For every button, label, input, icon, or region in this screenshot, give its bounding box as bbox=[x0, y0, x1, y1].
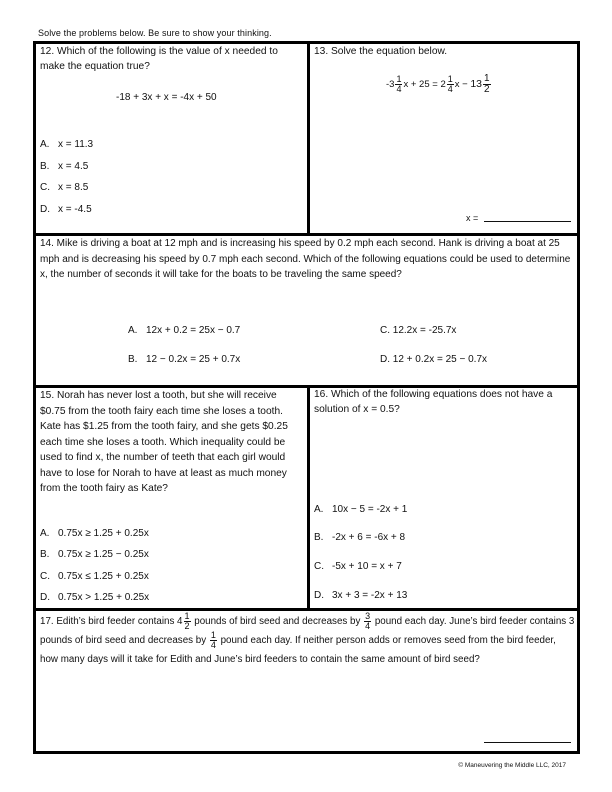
option-label: C. bbox=[380, 325, 390, 336]
option-text: 12 − 0.2x = 25 + 0.7x bbox=[146, 354, 241, 365]
option-text: 12 + 0.2x = 25 − 0.7x bbox=[392, 354, 488, 365]
option-label: B. bbox=[40, 549, 50, 560]
q12-option-b[interactable] bbox=[40, 161, 88, 172]
eq-whole: -3 bbox=[386, 79, 395, 91]
question-16-box bbox=[307, 385, 580, 611]
option-label: A. bbox=[40, 528, 50, 539]
option-label: A. bbox=[40, 139, 50, 150]
question-15-prompt: 15. Norah has never lost a tooth, but she will receive $0.75 from the tooth fairy each time she loses a tooth. Kate has $1.25 from the tooth fairy, and she gets $0.25 each time she loses a tooth. Which inequality could be used to find x, the number of teeth that each girl would have to lose for Norah to have at least as much money from the tooth fairy as Kate? bbox=[40, 390, 288, 494]
option-text: -5x + 10 = x + 7 bbox=[332, 561, 402, 572]
option-text: 10x − 5 = -2x + 1 bbox=[332, 504, 408, 515]
q15-option-a[interactable] bbox=[40, 528, 149, 539]
question-13-equation bbox=[386, 74, 492, 95]
eq-text: x − bbox=[454, 79, 471, 91]
fraction: $\frac{1}{2}$ bbox=[184, 611, 190, 631]
q13-answer-line[interactable] bbox=[484, 221, 571, 222]
option-label: D. bbox=[380, 354, 390, 365]
q15-option-b[interactable] bbox=[40, 549, 149, 560]
option-label: B. bbox=[314, 532, 324, 543]
option-label: D. bbox=[314, 590, 324, 601]
q14-option-b[interactable] bbox=[128, 354, 240, 365]
question-14-prompt: 14. Mike is driving a boat at 12 mph and is increasing his speed by 0.2 mph each second. Hank is driving a boat at 25 mph and is decreasing his speed by 0.7 mph each second. Which of the following equations could be used to determine x, the number of seconds it will take for the boats to be traveling the same speed? bbox=[40, 238, 571, 280]
option-text: -2x + 6 = -6x + 8 bbox=[332, 532, 406, 543]
option-label: B. bbox=[128, 354, 138, 365]
eq-whole: 13 bbox=[470, 78, 483, 91]
q16-option-a[interactable] bbox=[314, 504, 407, 515]
q14-option-c[interactable] bbox=[380, 325, 456, 336]
option-text: x = -4.5 bbox=[58, 204, 92, 215]
fraction: $\frac{1}{2}$ bbox=[484, 73, 490, 95]
option-label: D. bbox=[40, 592, 50, 603]
q12-option-c[interactable] bbox=[40, 182, 88, 193]
option-text: x = 8.5 bbox=[58, 182, 89, 193]
q17-text: 17. Edith’s bird feeder contains 4 bbox=[40, 616, 183, 628]
eq-whole: 2 bbox=[440, 79, 446, 91]
option-label: A. bbox=[314, 504, 324, 515]
question-12-prompt: 12. Which of the following is the value of x needed to make the equation true? bbox=[40, 46, 278, 72]
q17-text: pounds of bird seed and decreases by bbox=[191, 616, 364, 628]
q16-option-b[interactable] bbox=[314, 532, 405, 543]
option-text: 12.2x = -25.7x bbox=[392, 325, 457, 336]
question-12-equation: -18 + 3x + x = -4x + 50 bbox=[116, 92, 217, 103]
q16-option-c[interactable] bbox=[314, 561, 402, 572]
instructions: Solve the problems below. Be sure to show your thinking. bbox=[38, 28, 272, 38]
option-label: C. bbox=[314, 561, 324, 572]
option-text: 0.75x ≥ 1.25 + 0.25x bbox=[58, 528, 149, 539]
option-text: 0.75x ≤ 1.25 + 0.25x bbox=[58, 571, 149, 582]
q17-text: pound each day. June’s bird feeder contains 3 pounds of bird seed and decreases by bbox=[40, 616, 575, 647]
option-label: C. bbox=[40, 182, 50, 193]
question-13-box bbox=[307, 41, 580, 236]
fraction: $\frac{1}{4}$ bbox=[210, 630, 216, 651]
q15-option-d[interactable] bbox=[40, 592, 149, 603]
q16-option-d[interactable] bbox=[314, 590, 407, 601]
q17-text: pound each day. If neither person adds or removes seed from the bird feeder, how many days will it take for Edith and June’s bird feeders to contain the same amount of bird seed? bbox=[40, 635, 556, 666]
option-label: A. bbox=[128, 325, 138, 336]
q15-option-c[interactable] bbox=[40, 571, 149, 582]
option-label: B. bbox=[40, 161, 50, 172]
q14-option-d[interactable] bbox=[380, 354, 487, 365]
q12-option-a[interactable] bbox=[40, 139, 93, 150]
q12-option-d[interactable] bbox=[40, 204, 92, 215]
option-label: C. bbox=[40, 571, 50, 582]
fraction: $\frac{1}{4}$ bbox=[396, 74, 402, 94]
fraction: $\frac{3}{4}$ bbox=[365, 611, 371, 631]
q17-answer-line[interactable] bbox=[484, 742, 571, 743]
q13-answer-label: x = bbox=[466, 213, 479, 223]
option-text: x = 4.5 bbox=[58, 161, 89, 172]
copyright-footer: © Maneuvering the Middle LLC, 2017 bbox=[458, 762, 566, 769]
eq-text: x + 25 = bbox=[403, 79, 441, 91]
question-13-prompt: 13. Solve the equation below. bbox=[314, 46, 448, 57]
option-text: 0.75x ≥ 1.25 − 0.25x bbox=[58, 549, 149, 560]
option-text: 0.75x > 1.25 + 0.25x bbox=[58, 592, 150, 603]
option-text: x = 11.3 bbox=[58, 139, 94, 150]
question-16-prompt: 16. Which of the following equations does not have a solution of x = 0.5? bbox=[314, 389, 553, 415]
fraction: $\frac{1}{4}$ bbox=[447, 74, 453, 94]
option-text: 12x + 0.2 = 25x − 0.7 bbox=[146, 325, 241, 336]
q14-option-a[interactable] bbox=[128, 325, 240, 336]
option-label: D. bbox=[40, 204, 50, 215]
option-text: 3x + 3 = -2x + 13 bbox=[332, 590, 408, 601]
question-17-prompt bbox=[40, 612, 575, 669]
